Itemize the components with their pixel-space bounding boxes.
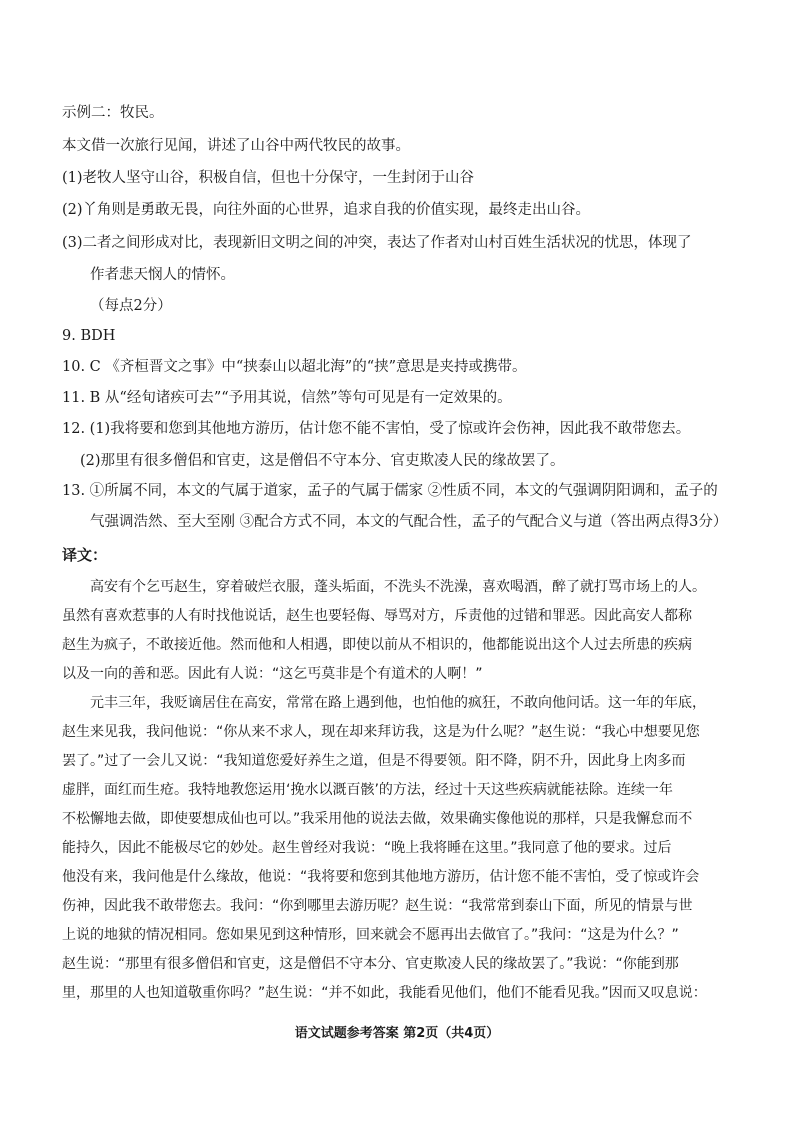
answer-line: (2)丫角则是勇敢无畏，向往外面的心世界，追求自我的价值实现，最终走出山谷。: [62, 202, 591, 218]
answer-line: 12. (1)我将要和您到其他地方游历，估计您不能不害怕，受了惊或许会伤神，因此我不敢带您去。: [62, 421, 691, 437]
translation-line: 伤神，因此我不敢带您去。我问：“你到哪里去游历呢？赵生说：“我常常到泰山下面，所见的情景与世: [62, 898, 693, 914]
translation-line: 虽然有喜欢惹事的人有时找他说话，赵生也要轻侮、辱骂对方，斥责他的过错和罪恶。因此高安人都称: [62, 608, 692, 624]
translation-line: 里，那里的人也知道敬重你吗？”赵生说：“并不如此，我能看见他们，他们不能看见我。”因而又叹息说：: [62, 985, 707, 1001]
translation-line: 赵生为疯子，不敢接近他。然而他和人相遇，即使以前从不相识的，他都能说出这个人过去所患的疾病: [62, 637, 692, 653]
score-note: （每点2分）: [90, 298, 172, 314]
translation-line: 他没有来，我问他是什么缘故，他说：“我将要和您到其他地方游历，估计您不能不害怕，受了惊或许会: [62, 869, 700, 885]
answer-line: 示例二：牧民。: [62, 105, 164, 121]
translation-line: 赵生来见我，我问他说：“你从来不求人，现在却来拜访我，这是为什么呢？”赵生说：“我心中想要见您: [62, 724, 700, 740]
answer-line: 本文借一次旅行见闻，讲述了山谷中两代牧民的故事。: [62, 138, 410, 154]
answer-line: 作者悲天悯人的情怀。: [90, 267, 235, 283]
answer-line: (1)老牧人坚守山谷，积极自信，但也十分保守，一生封闭于山谷: [62, 170, 475, 186]
page-footer: 语文试题参考答案 第2页（共4页）: [294, 1026, 500, 1041]
answer-line: (2)那里有很多僧侣和官吏，这是僧侣不守本分、官吏欺凌人民的缘故罢了。: [80, 453, 565, 469]
answer-line: 11. B 从“经旬诸疾可去”“予用其说，信然”等句可见是有一定效果的。: [62, 390, 512, 406]
translation-line: 不松懈地去做，即使要想成仙也可以。”我采用他的说法去做，效果确实像他说的那样，只是我懈怠而不: [62, 811, 693, 827]
answer-line: 气强调浩然、至大至刚 ③配合方式不同，本文的气配合性，孟子的气配合义与道（答出两点得3分）: [90, 514, 728, 530]
translation-line: 高安有个乞丐赵生，穿着破烂衣服，蓬头垢面，不洗头不洗澡，喜欢喝酒，醉了就打骂市场上的人。: [90, 579, 706, 595]
answer-line: 10. C 《齐桓晋文之事》中“挟泰山以超北海”的“挟”意思是夹持或携带。: [62, 359, 527, 375]
answer-line: 9. BDH: [62, 328, 116, 344]
translation-line: 赵生说：“那里有很多僧侣和官吏，这是僧侣不守本分、官吏欺凌人民的缘故罢了。”我说：“你能到那: [62, 956, 679, 972]
translation-line: 能持久，因此不能极尽它的妙处。赵生曾经对我说：“晚上我将睡在这里。”我同意了他的要求。过后: [62, 840, 672, 856]
translation-line: 元丰三年，我贬谪居住在高安，常常在路上遇到他，也怕他的疯狂，不敢向他问话。这一年的年底，: [90, 695, 706, 711]
translation-line: 上说的地狱的情况相同。您如果见到这种情形，回来就会不愿再出去做官了。”我问：“这是为什么？”: [62, 927, 679, 943]
translation-line: 虚胖，面红而生疮。我特地教您运用‘挽水以溉百骸’的方法，经过十天这些疾病就能祛除。连续一年: [62, 782, 673, 798]
translation-line: 罢了。”过了一会儿又说：“我知道您爱好养生之道，但是不得要领。阳不降，阴不升，因此身上肉多而: [62, 753, 686, 769]
answer-line: 13. ①所属不同，本文的气属于道家，孟子的气属于儒家 ②性质不同，本文的气强调阴阳调和，孟子的: [62, 483, 718, 499]
answer-line: (3)二者之间形成对比，表现新旧文明之间的冲突，表达了作者对山村百姓生活状况的忧思，体现了: [62, 235, 692, 251]
translation-line: 以及一向的善和恶。因此有人说：“这乞丐莫非是个有道术的人啊！”: [62, 666, 483, 682]
translation-heading: 译文：: [62, 546, 108, 564]
